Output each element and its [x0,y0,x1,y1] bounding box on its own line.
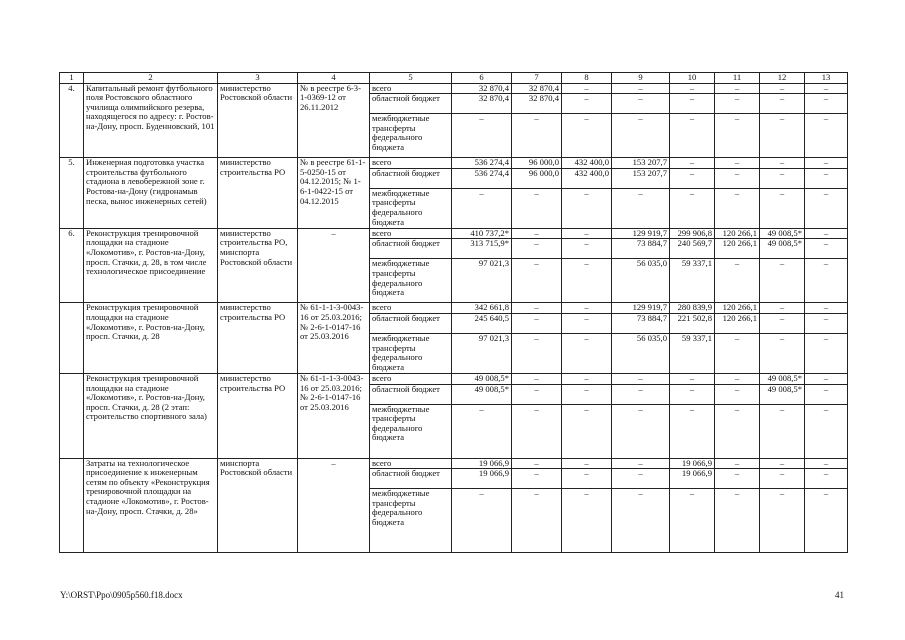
registry-doc: № в реестре 6-3-1-0369-12 от 26.11.2012 [298,83,370,158]
header-cell: 7 [512,73,562,84]
value-cell: 49 008,5* [760,239,805,259]
value-cell: – [670,489,715,553]
value-cell: 245 640,5 [452,313,512,333]
funding-source: областной бюджет [370,168,452,188]
value-cell: – [670,114,715,158]
value-cell: – [512,228,562,239]
value-cell: – [805,158,848,169]
value-cell: – [715,489,760,553]
value-cell: 73 884,7 [612,239,670,259]
value-cell: – [612,188,670,228]
value-cell: 32 870,4 [452,94,512,114]
value-cell: – [805,333,848,373]
object-name: Капитальный ремонт футбольного поля Ростовского областного училища олимпийского резерва, находящегося по адресу: г. Ростов-на-Дону, просп. Буденновский, 101 [84,83,218,158]
value-cell: – [512,188,562,228]
value-cell: – [715,384,760,404]
value-cell: – [512,489,562,553]
value-cell: – [715,94,760,114]
value-cell: 59 337,1 [670,333,715,373]
registry-doc: № 61-1-1-3-0043-16 от 25.03.2016; № 2-6-1-0147-16 от 25.03.2016 [298,373,370,458]
value-cell: 49 008,5* [760,228,805,239]
object-name: Реконструкция тренировочной площадки на стадионе «Локомотив», г. Ростов-на-Дону, просп. Стачки, д. 28 [84,303,218,374]
funding-source: межбюджетные трансферты федерального бюджета [370,259,452,303]
value-cell: – [760,188,805,228]
value-cell: 120 266,1 [715,313,760,333]
value-cell: – [452,188,512,228]
header-cell: 11 [715,73,760,84]
registry-doc: – [298,458,370,553]
page-number: 41 [835,590,844,600]
object-name: Реконструкция тренировочной площадки на стадионе «Локомотив», г. Ростов-на-Дону, просп. Стачки, д. 28, в том числе технологическое присоединение [84,228,218,303]
value-cell: 153 207,7 [612,168,670,188]
value-cell: – [760,114,805,158]
registry-doc: № 61-1-1-3-0043-16 от 25.03.2016; № 2-6-1-0147-16 от 25.03.2016 [298,303,370,374]
file-path: Y:\ORST\Ppo\0905p560.f18.docx [60,590,183,600]
value-cell: – [612,489,670,553]
value-cell: 129 919,7 [612,303,670,314]
header-cell: 2 [84,73,218,84]
value-cell: – [452,404,512,458]
header-cell: 6 [452,73,512,84]
value-cell: 56 035,0 [612,259,670,303]
value-cell: – [760,168,805,188]
value-cell: – [670,373,715,384]
object-name: Реконструкция тренировочной площадки на стадионе «Локомотив», г. Ростов-на-Дону, просп. Стачки, д. 28 (2 этап: строительство спортивного зала) [84,373,218,458]
value-cell: – [715,469,760,489]
value-cell: – [805,83,848,94]
value-cell: – [805,404,848,458]
funding-source: всего [370,303,452,314]
value-cell: 120 266,1 [715,239,760,259]
header-cell: 12 [760,73,805,84]
value-cell: 153 207,7 [612,158,670,169]
value-cell: – [805,469,848,489]
value-cell: 240 569,7 [670,239,715,259]
funding-source: межбюджетные трансферты федерального бюджета [370,188,452,228]
value-cell: – [760,313,805,333]
value-cell: 49 008,5* [760,384,805,404]
value-cell: – [512,313,562,333]
header-cell: 4 [298,73,370,84]
value-cell: – [512,469,562,489]
value-cell: 97 021,3 [452,259,512,303]
value-cell: 536 274,4 [452,168,512,188]
value-cell: – [670,158,715,169]
value-cell: 32 870,4 [512,83,562,94]
value-cell: – [612,83,670,94]
value-cell: – [760,303,805,314]
value-cell: – [760,158,805,169]
program-table [59,72,848,553]
value-cell: – [612,404,670,458]
value-cell: – [612,458,670,469]
value-cell: 432 400,0 [562,168,612,188]
value-cell: 49 008,5* [452,373,512,384]
value-cell: 73 884,7 [612,313,670,333]
value-cell: – [562,469,612,489]
value-cell: – [760,94,805,114]
value-cell: 96 000,0 [512,168,562,188]
value-cell: 19 066,9 [670,469,715,489]
value-cell: – [805,303,848,314]
value-cell: – [562,333,612,373]
value-cell: – [612,114,670,158]
value-cell: – [805,458,848,469]
object-name: Затраты на технологическое присоединение к инженерным сетям по объекту «Реконструкция тренировочной площадки на стадионе «Локомотив», г. Ростов-на-Дону, просп. Стачки, д. 28» [84,458,218,553]
funding-source: областной бюджет [370,469,452,489]
value-cell: – [562,384,612,404]
funding-source: межбюджетные трансферты федерального бюджета [370,114,452,158]
value-cell: 410 737,2* [452,228,512,239]
value-cell: – [715,458,760,469]
value-cell: – [562,83,612,94]
row-number [60,303,84,374]
value-cell: – [670,404,715,458]
header-cell: 1 [60,73,84,84]
value-cell: – [760,333,805,373]
object-name: Инженерная подготовка участка строительства футбольного стадиона в левобережной зоне г. Ростова-на-Дону (гидронамыв песка, вынос инженерных сетей) [84,158,218,229]
value-cell: – [562,404,612,458]
value-cell: 299 906,8 [670,228,715,239]
value-cell: – [805,489,848,553]
funding-source: межбюджетные трансферты федерального бюджета [370,489,452,553]
value-cell: 313 715,9* [452,239,512,259]
header-row [60,73,848,84]
value-cell: – [760,259,805,303]
value-cell: 49 008,5* [760,373,805,384]
value-cell: – [805,239,848,259]
value-cell: – [715,259,760,303]
value-cell: – [805,188,848,228]
value-cell: – [562,228,612,239]
value-cell: – [452,489,512,553]
value-cell: – [512,404,562,458]
value-cell: – [715,168,760,188]
value-cell: – [670,168,715,188]
funding-source: областной бюджет [370,239,452,259]
value-cell: – [512,333,562,373]
value-cell: – [562,313,612,333]
value-cell: 19 066,9 [452,469,512,489]
header-cell: 5 [370,73,452,84]
value-cell: 120 266,1 [715,228,760,239]
funding-source: всего [370,83,452,94]
value-cell: – [715,333,760,373]
value-cell: 221 502,8 [670,313,715,333]
value-cell: – [562,114,612,158]
value-cell: – [512,259,562,303]
value-cell: 536 274,4 [452,158,512,169]
value-cell: – [670,83,715,94]
value-cell: 59 337,1 [670,259,715,303]
row-number [60,458,84,553]
value-cell: – [805,94,848,114]
value-cell: 56 035,0 [612,333,670,373]
value-cell: – [670,384,715,404]
header-cell: 13 [805,73,848,84]
value-cell: – [612,469,670,489]
value-cell: – [512,458,562,469]
value-cell: – [562,259,612,303]
value-cell: – [760,404,805,458]
value-cell: – [805,168,848,188]
registry-doc: № в реестре 61-1-5-0250-15 от 04.12.2015; № 1-6-1-0422-15 от 04.12.2015 [298,158,370,229]
value-cell: 432 400,0 [562,158,612,169]
value-cell: – [715,373,760,384]
value-cell: – [612,94,670,114]
table-row [60,373,848,384]
value-cell: – [562,489,612,553]
value-cell: – [805,259,848,303]
value-cell: – [760,458,805,469]
funding-source: межбюджетные трансферты федерального бюджета [370,404,452,458]
value-cell: – [715,83,760,94]
table-row [60,303,848,314]
funding-source: всего [370,458,452,469]
value-cell: – [715,114,760,158]
value-cell: – [670,188,715,228]
value-cell: 49 008,5* [452,384,512,404]
value-cell: – [512,114,562,158]
value-cell: – [512,384,562,404]
value-cell: – [512,373,562,384]
value-cell: 97 021,3 [452,333,512,373]
value-cell: 120 266,1 [715,303,760,314]
value-cell: 19 066,9 [670,458,715,469]
value-cell: – [612,384,670,404]
executor: министерство строительства РО [218,158,298,229]
executor: министерство Ростовской области [218,83,298,158]
value-cell: – [760,489,805,553]
row-number: 4. [60,83,84,158]
funding-source: межбюджетные трансферты федерального бюджета [370,333,452,373]
value-cell: – [805,114,848,158]
value-cell: – [562,458,612,469]
table-row [60,158,848,169]
funding-source: всего [370,158,452,169]
funding-source: всего [370,373,452,384]
value-cell: 19 066,9 [452,458,512,469]
row-number: 5. [60,158,84,229]
executor: минспорта Ростовской области [218,458,298,553]
value-cell: – [805,313,848,333]
value-cell: – [715,158,760,169]
row-number: 6. [60,228,84,303]
value-cell: 342 661,8 [452,303,512,314]
value-cell: – [715,188,760,228]
value-cell: – [805,228,848,239]
value-cell: – [512,303,562,314]
value-cell: – [612,373,670,384]
funding-source: всего [370,228,452,239]
value-cell: – [562,239,612,259]
value-cell: 96 000,0 [512,158,562,169]
value-cell: – [512,239,562,259]
value-cell: – [562,94,612,114]
value-cell: 129 919,7 [612,228,670,239]
funding-source: областной бюджет [370,384,452,404]
value-cell: – [562,303,612,314]
table-row [60,83,848,94]
value-cell: – [562,188,612,228]
value-cell: – [562,373,612,384]
executor: министерство строительства РО, минспорта Ростовской области [218,228,298,303]
value-cell: – [670,94,715,114]
value-cell: – [715,404,760,458]
row-number [60,373,84,458]
value-cell: 280 839,9 [670,303,715,314]
value-cell: – [805,373,848,384]
value-cell: – [760,83,805,94]
value-cell: 32 870,4 [512,94,562,114]
registry-doc: – [298,228,370,303]
header-cell: 3 [218,73,298,84]
funding-source: областной бюджет [370,313,452,333]
header-cell: 10 [670,73,715,84]
header-cell: 9 [612,73,670,84]
funding-source: областной бюджет [370,94,452,114]
value-cell: 32 870,4 [452,83,512,94]
table-row [60,458,848,469]
value-cell: – [760,469,805,489]
executor: министерство строительства РО [218,303,298,374]
value-cell: – [452,114,512,158]
executor: министерство строительства РО [218,373,298,458]
table-row [60,228,848,239]
header-cell: 8 [562,73,612,84]
value-cell: – [805,384,848,404]
